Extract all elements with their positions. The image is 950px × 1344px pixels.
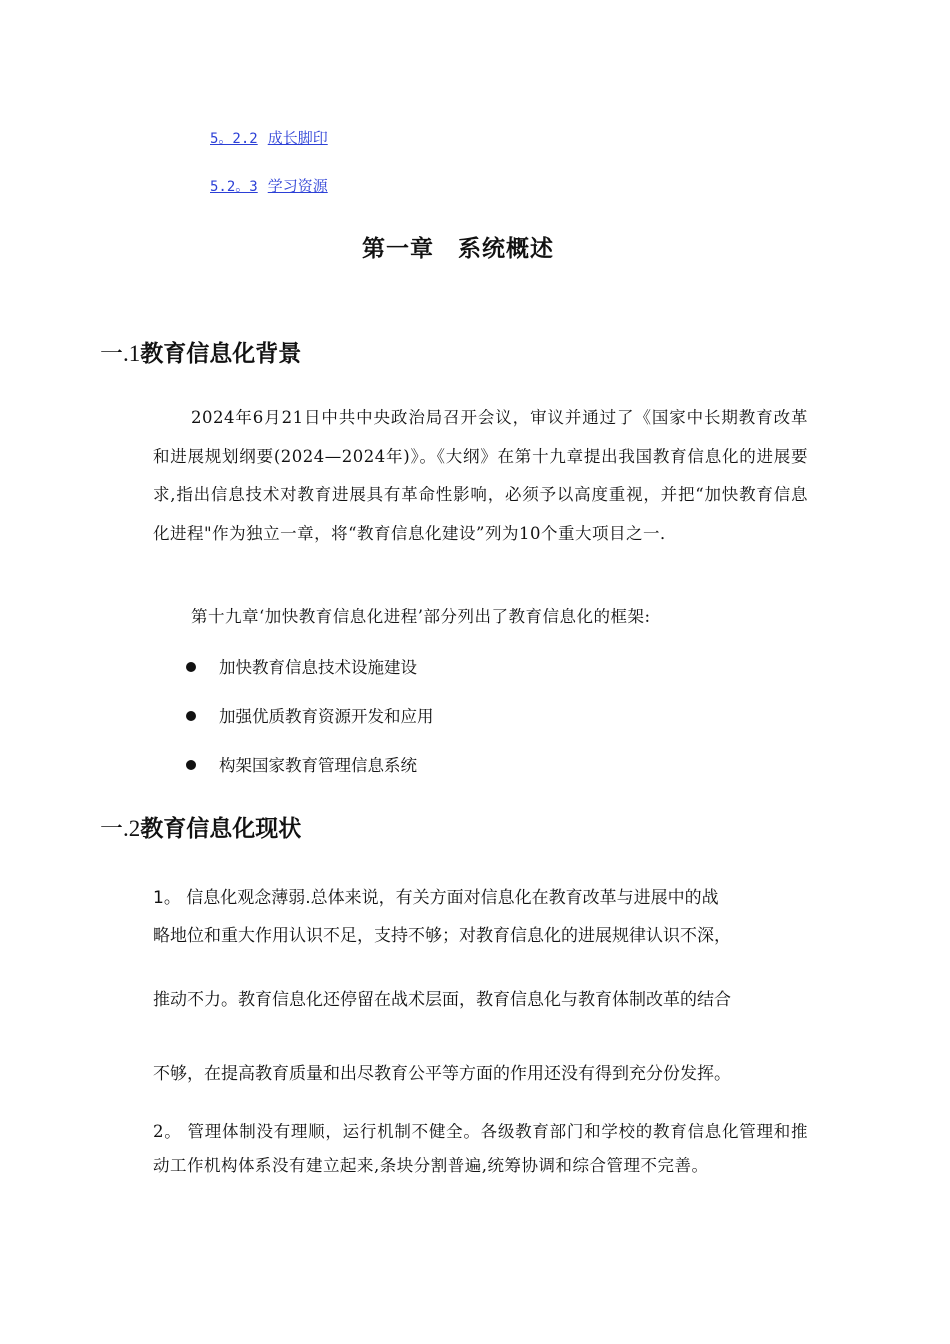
bullet-dot-icon: [186, 711, 196, 721]
status-item-1-line: 推动不力。教育信息化还停留在战术层面，教育信息化与教育体制改革的结合: [153, 990, 731, 1010]
bullet-dot-icon: [186, 662, 196, 672]
toc-link-5-2-2[interactable]: [210, 127, 328, 148]
status-item-2: 2。 管理体制没有理顺，运行机制不健全。各级教育部门和学校的教育信息化管理和推动工作机构体系没有建立起来,条块分割普遍,统筹协调和综合管理不完善。: [153, 1122, 808, 1175]
toc-title: 学习资源: [267, 177, 328, 195]
bullet-item: [186, 752, 417, 776]
bullet-dot-icon: [186, 760, 196, 770]
toc-number: 5。2.2: [210, 131, 258, 147]
status-item-1-line: 不够，在提高教育质量和出尽教育公平等方面的作用还没有得到充分份发挥。: [153, 1064, 731, 1084]
bullet-item: [186, 703, 434, 727]
framework-intro: 第十九章‘加快教育信息化进程’部分列出了教育信息化的框架:: [191, 607, 651, 626]
bullet-text: 加强优质教育资源开发和应用: [219, 707, 434, 726]
section-number: 一.1: [100, 341, 141, 366]
toc-link-5-2-3[interactable]: [210, 175, 328, 196]
toc-title: 成长脚印: [267, 129, 328, 147]
section-heading-1: [100, 335, 301, 368]
section-heading-2: [100, 810, 301, 843]
status-item-1-line: 略地位和重大作用认识不足，支持不够；对教育信息化的进展规律认识不深，: [153, 926, 731, 946]
section-number: 一.2: [100, 816, 141, 841]
bullet-text: 加快教育信息技术设施建设: [219, 658, 417, 677]
bullet-item: [186, 654, 417, 678]
bullet-text: 构架国家教育管理信息系统: [219, 756, 417, 775]
toc-number: 5.2。3: [210, 179, 258, 195]
status-item-1-line: 1。 信息化观念薄弱.总体来说，有关方面对信息化在教育改革与进展中的战: [153, 888, 719, 908]
section-title: 教育信息化背景: [140, 341, 302, 367]
background-paragraph: 2024年6月21日中共中央政治局召开会议，审议并通过了《国家中长期教育改革和进展规划纲要(2024—2024年)》。《大纲》在第十九章提出我国教育信息化的进展要求,指出信息技术对教育进展具有革命性影响，必须予以高度重视，并把“加快教育信息化进程"作为独立一章，将“教育信息化建设”列为10个重大项目之一．: [153, 408, 808, 543]
section-title: 教育信息化现状: [140, 816, 302, 842]
chapter-title: 第一章 系统概述: [362, 236, 554, 262]
